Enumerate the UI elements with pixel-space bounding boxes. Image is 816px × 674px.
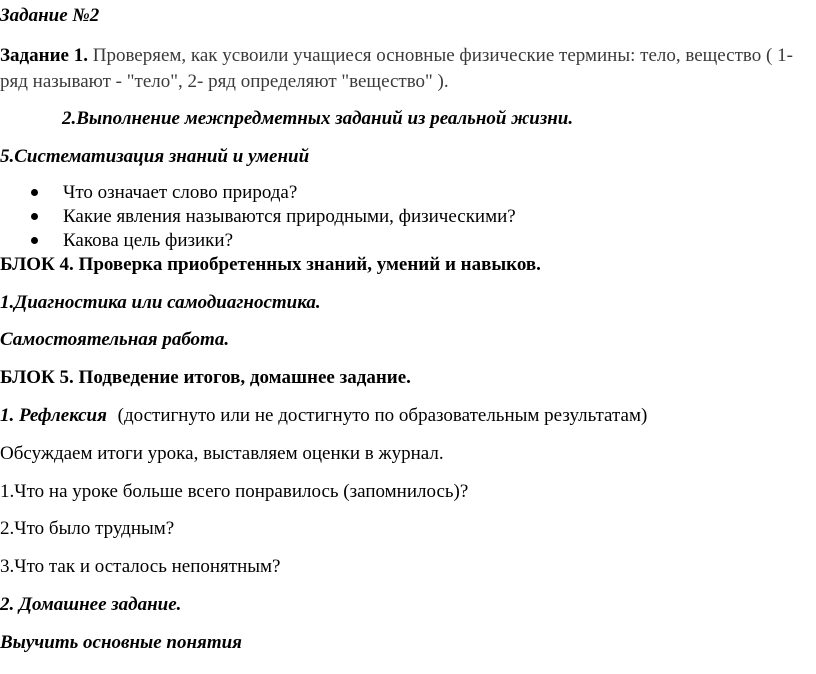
reflection-question-3: 3.Что так и осталось непонятным?: [0, 556, 281, 577]
reflection-line: [0, 404, 647, 428]
task1-text-line1: Проверяем, как усвоили учащиеся основные физические термины: тело, вещество ( 1-: [92, 45, 793, 66]
task1-label: Задание 1.: [0, 45, 88, 66]
reflection-question-2: 2.Что было трудным?: [0, 518, 175, 539]
task1-line1: [0, 44, 793, 68]
question-item-2: Какие явления называются природными, физическими?: [63, 206, 516, 227]
section-interdisciplinary: 2.Выполнение межпредметных заданий из реальной жизни.: [62, 108, 574, 129]
diagnostics-heading: 1.Диагностика или самодиагностика.: [0, 292, 321, 313]
block5-heading: БЛОК 5. Подведение итогов, домашнее задание.: [0, 367, 411, 388]
question-item-3: Какова цель физики?: [63, 230, 234, 251]
reflection-label: 1. Рефлексия: [0, 405, 107, 426]
reflection-question-1: 1.Что на уроке больше всего понравилось (запомнилось)?: [0, 481, 469, 502]
question-item-1: Что означает слово природа?: [63, 182, 298, 203]
block4-heading: БЛОК 4. Проверка приобретенных знаний, умений и навыков.: [0, 254, 541, 275]
reflection-text: (достигнуто или не достигнуто по образовательным результатам): [117, 405, 648, 426]
bullet-icon: [31, 237, 38, 244]
task1-text-line2: ряд называют - "тело", 2- ряд определяют "вещество" ).: [0, 71, 449, 92]
section-systematization: 5.Систематизация знаний и умений: [0, 146, 310, 167]
bullet-icon: [31, 213, 38, 220]
bullet-icon: [31, 189, 38, 196]
homework-text: Выучить основные понятия: [0, 632, 242, 653]
independent-work-heading: Самостоятельная работа.: [0, 329, 230, 350]
page-heading: Задание №2: [0, 5, 100, 26]
discussion-text: Обсуждаем итоги урока, выставляем оценки в журнал.: [0, 443, 444, 464]
homework-heading: 2. Домашнее задание.: [0, 594, 182, 615]
